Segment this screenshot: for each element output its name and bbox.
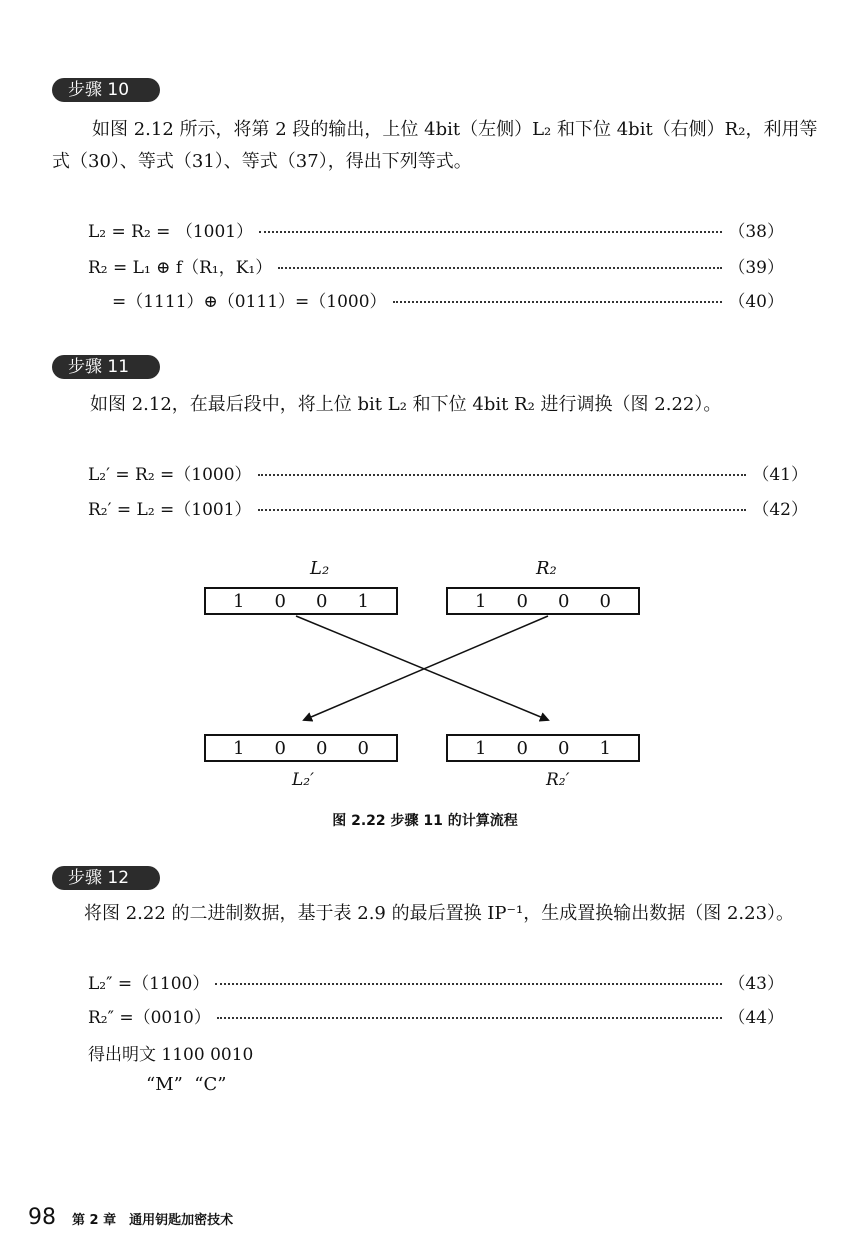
plaintext-result: 得出明文 1100 0010 [88,1045,254,1065]
leader-dots [258,509,747,511]
bit: 1 [475,590,487,612]
equation-43 [88,968,784,994]
bit: 0 [516,737,528,759]
chapter-title: 第 2 章 通用钥匙加密技术 [72,1213,234,1228]
equation-expr: R₂ = L₁ ⊕ f（R₁，K₁） [88,257,273,278]
bottom-right-register [446,734,640,762]
top-left-register [204,587,398,615]
top-right-register [446,587,640,615]
equation-44 [88,1002,784,1028]
equation-expr: =（1111）⊕（0111）=（1000） [112,291,387,312]
equation-40 [112,286,784,312]
leader-dots [258,474,747,476]
bottom-left-register [204,734,398,762]
equation-42 [88,494,808,520]
equation-number: （38） [728,221,784,242]
bit: 1 [475,737,487,759]
bit: 1 [233,737,245,759]
step-12-text: 将图 2.22 的二进制数据，基于表 2.9 的最后置换 IP⁻¹，生成置换输出数据（图 2.23）。 [84,903,795,924]
leader-dots [393,301,723,303]
bit: 1 [233,590,245,612]
leader-dots [259,231,722,233]
bit: 0 [316,590,328,612]
equation-number: （39） [728,257,784,278]
bit: 0 [599,590,611,612]
leader-dots [217,1017,722,1019]
page-number: 98 [28,1205,56,1230]
leader-dots [215,983,722,985]
figure-caption: 图 2.22 步骤 11 的计算流程 [332,813,518,829]
figure-label-l2-prime: L₂′ [292,770,314,790]
bit: 0 [558,590,570,612]
equation-expr: R₂′ = L₂ =（1001） [88,499,252,520]
equation-41 [88,459,808,485]
bit: 1 [599,737,611,759]
step-10-text: 如图 2.12 所示，将第 2 段的输出，上位 4bit（左侧）L₂ 和下位 4bit（右侧）R₂，利用等式（30）、等式（31）、等式（37），得出下列等式。 [52,119,818,172]
bit: 0 [516,590,528,612]
equation-expr: L₂ = R₂ = （1001） [88,221,254,242]
bit: 0 [316,737,328,759]
equation-38 [88,216,784,242]
bit: 0 [274,590,286,612]
equation-expr: L₂′ = R₂ =（1000） [88,464,252,485]
equation-39 [88,252,784,278]
equation-expr: R₂″ =（0010） [88,1007,211,1028]
equation-number: （40） [728,291,784,312]
equation-number: （44） [728,1007,784,1028]
plaintext-letters: “M” “C” [146,1074,227,1095]
bit: 0 [558,737,570,759]
bit: 0 [357,737,369,759]
step-10-label: 步骤 10 [52,78,160,102]
figure-label-r2: R₂ [536,558,557,579]
figure-label-l2: L₂ [310,558,330,579]
step-11-text: 如图 2.12，在最后段中，将上位 bit L₂ 和下位 4bit R₂ 进行调换（图 2.22）。 [90,394,722,415]
leader-dots [278,267,722,269]
equation-number: （41） [752,464,808,485]
equation-number: （42） [752,499,808,520]
step-11-label: 步骤 11 [52,355,160,379]
bit: 0 [274,737,286,759]
bit: 1 [357,590,369,612]
equation-number: （43） [728,973,784,994]
equation-expr: L₂″ =（1100） [88,973,210,994]
page-footer [28,1205,233,1230]
swap-arrows [0,614,850,736]
figure-label-r2-prime: R₂′ [546,770,570,790]
step-12-label: 步骤 12 [52,866,160,890]
